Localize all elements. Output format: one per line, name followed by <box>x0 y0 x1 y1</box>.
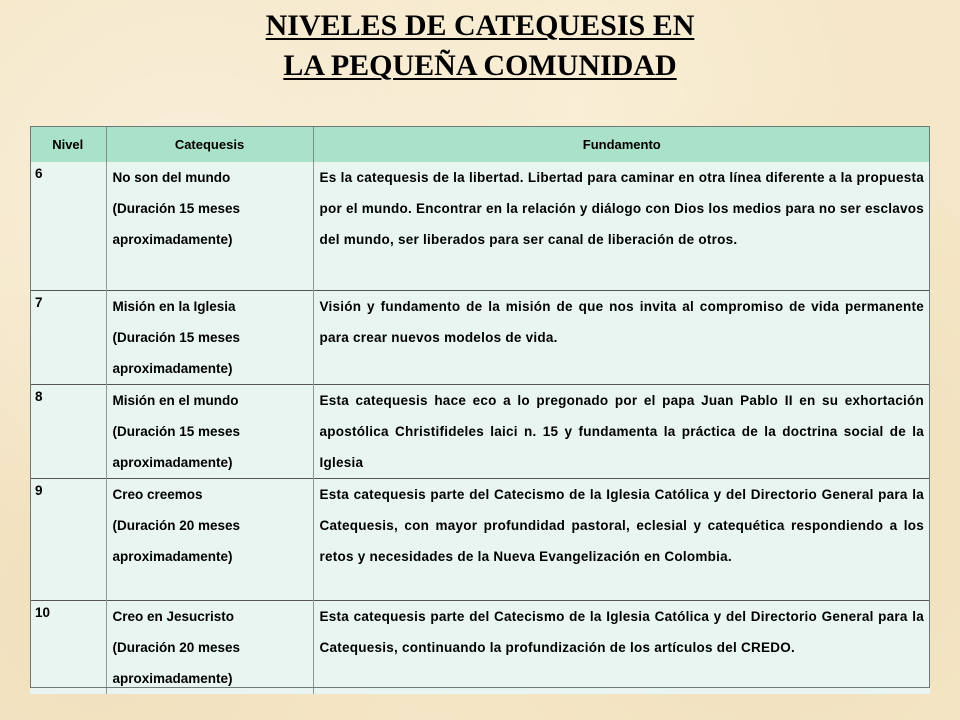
table-row <box>30 478 930 600</box>
nivel-cell: 10 <box>30 600 106 694</box>
catequesis-duration: (Duración 15 meses aproximadamente) <box>112 201 241 247</box>
table-row <box>30 384 930 478</box>
table-row <box>30 290 930 384</box>
catequesis-duration: (Duración 20 meses aproximadamente) <box>112 517 241 564</box>
fundamento-cell: Esta catequesis hace eco a lo pregonado por el papa Juan Pablo II en su exhortación apostólica Christifideles laici n. 15 y fundamenta la práctica de la doctrina social de la Iglesia <box>313 384 930 478</box>
title-line-1: NIVELES DE CATEQUESIS EN <box>265 9 695 42</box>
table-header-row <box>30 126 930 162</box>
nivel-cell: 7 <box>30 290 106 384</box>
catequesis-table <box>30 126 930 694</box>
catequesis-cell <box>106 600 313 694</box>
catequesis-name: Creo en Jesucristo <box>112 608 235 624</box>
fundamento-cell: Visión y fundamento de la misión de que nos invita al compromiso de vida permanente para crear nuevos modelos de vida. <box>313 290 930 384</box>
nivel-cell: 6 <box>30 162 106 290</box>
fundamento-cell: Esta catequesis parte del Catecismo de la Iglesia Católica y del Directorio General para la Catequesis, continuando la profundización de los artículos del CREDO. <box>313 600 930 694</box>
page-title <box>0 6 960 86</box>
fundamento-cell: Es la catequesis de la libertad. Libertad para caminar en otra línea diferente a la propuesta por el mundo. Encontrar en la relación y diálogo con Dios los medios para no ser esclavos del mundo, ser liberados para ser canal de liberación de otros. <box>313 162 930 290</box>
nivel-cell: 8 <box>30 384 106 478</box>
catequesis-name: Creo creemos <box>112 486 203 502</box>
catequesis-name: Misión en el mundo <box>112 392 239 408</box>
title-line-2: LA PEQUEÑA COMUNIDAD <box>283 49 677 82</box>
catequesis-cell <box>106 384 313 478</box>
catequesis-name: Misión en la Iglesia <box>112 298 236 314</box>
catequesis-duration: (Duración 20 meses aproximadamente) <box>112 639 241 686</box>
header-fundamento: Fundamento <box>313 126 930 162</box>
fundamento-cell: Esta catequesis parte del Catecismo de la Iglesia Católica y del Directorio General para la Catequesis, con mayor profundidad pastoral, eclesial y catequética respondiendo a los retos y necesidades de la Nueva Evangelización en Colombia. <box>313 478 930 600</box>
catequesis-cell <box>106 478 313 600</box>
nivel-cell: 9 <box>30 478 106 600</box>
catequesis-cell <box>106 290 313 384</box>
table-row <box>30 162 930 290</box>
header-nivel: Nivel <box>30 126 106 162</box>
catequesis-duration: (Duración 15 meses aproximadamente) <box>112 329 241 376</box>
header-catequesis: Catequesis <box>106 126 313 162</box>
catequesis-duration: (Duración 15 meses aproximadamente) <box>112 423 241 470</box>
table-row <box>30 600 930 694</box>
catequesis-name: No son del mundo <box>112 170 231 185</box>
catequesis-cell <box>106 162 313 290</box>
